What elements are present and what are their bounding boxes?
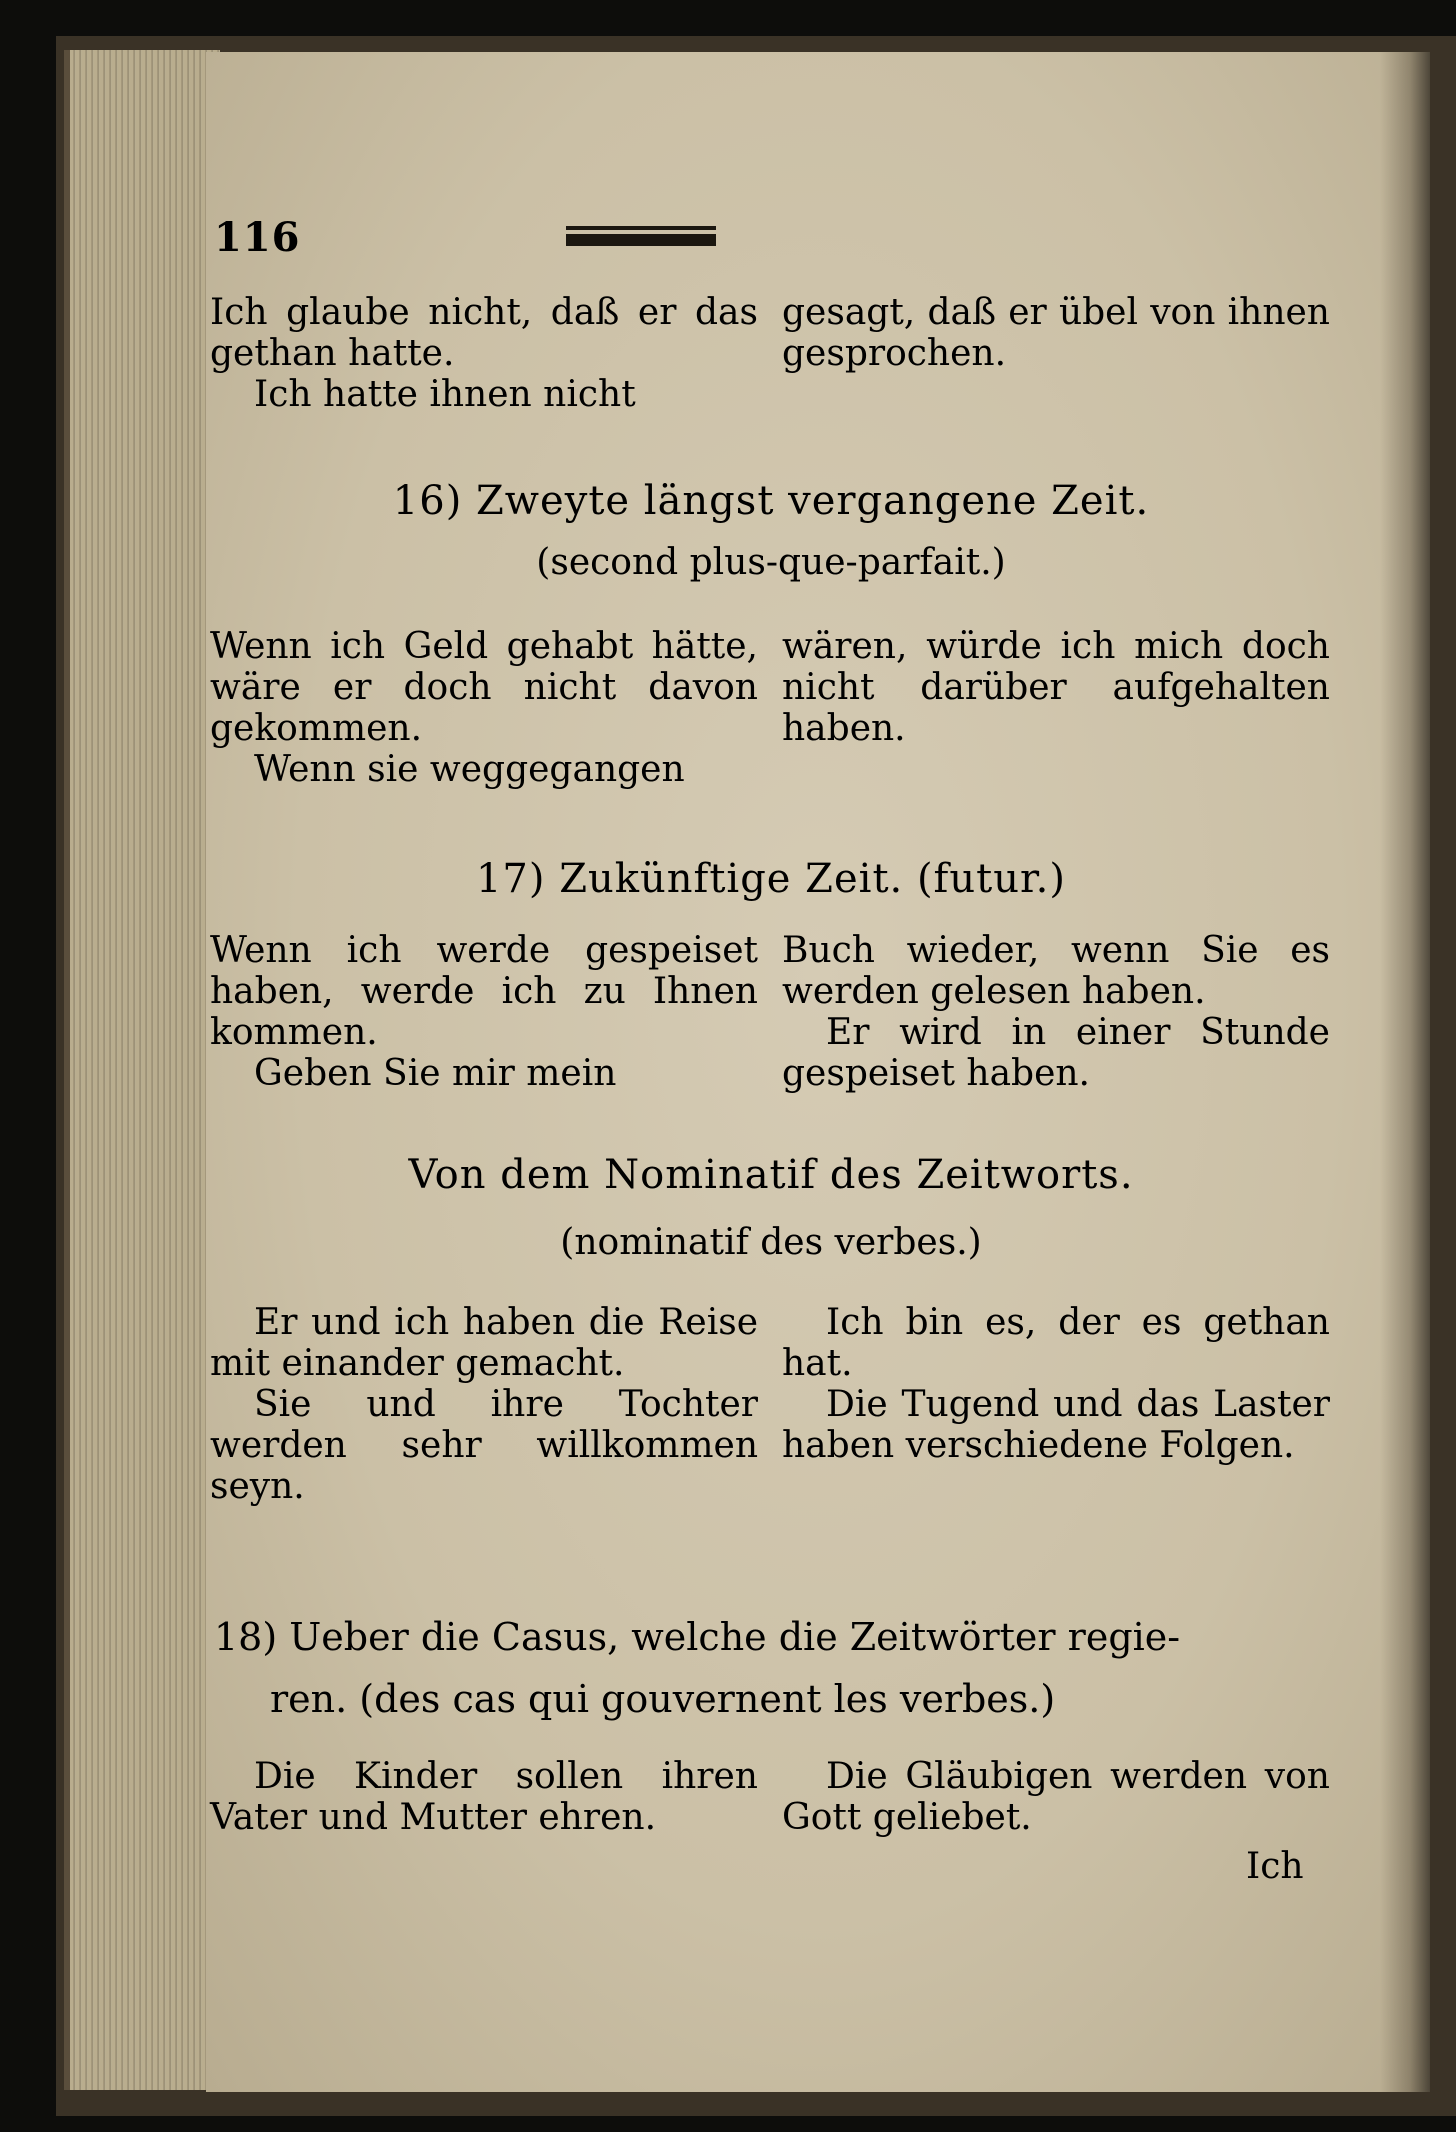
section-heading-nominatif: Von dem Nominatif des Zeitworts. [408,1152,1134,1198]
paragraph: Wenn ich werde gespeiset haben, werde ich zu Ihnen kommen. [210,930,758,1053]
section-nominatif-body [210,1302,1330,1507]
left-column [210,626,758,790]
right-column [782,292,1330,415]
section-subheading-16: (second plus-que-parfait.) [536,542,1006,583]
paragraph: Ich bin es, der es gethan hat. [782,1302,1330,1384]
heading-line: ren. (des cas qui gouvernent les verbes.) [270,1677,1056,1721]
right-column [782,930,1330,1094]
paragraph: Geben Sie mir mein [254,1053,617,1094]
right-column [782,1756,1330,1838]
left-column [210,292,758,415]
section-16-body [210,626,1330,790]
left-column [210,1756,758,1838]
paragraph: Er wird in einer Stunde gespeiset haben. [782,1012,1330,1094]
paragraph: Wenn sie weggegangen [254,749,685,790]
paragraph: Die Tugend und das Laster haben verschiedene Folgen. [782,1384,1330,1466]
page-number: 116 [214,214,301,261]
section-heading-16: 16) Zweyte längst vergangene Zeit. [392,478,1150,524]
paragraph: Er und ich haben die Reise mit einander gemacht. [210,1302,758,1384]
page-edges [64,50,220,2090]
paragraph: gesagt, daß er übel von ihnen gesprochen. [782,292,1330,374]
paragraph: Die Kinder sollen ihren Vater und Mutter ehren. [210,1756,758,1838]
gutter-shadow [1380,52,1430,2092]
paragraph: Wenn ich Geld gehabt hätte, wäre er doch nicht davon gekommen. [210,626,758,749]
header-rule [566,226,716,246]
paragraph: Sie und ihre Tochter werden sehr willkommen seyn. [210,1384,758,1507]
section-top [210,292,1330,415]
paragraph: Buch wieder, wenn Sie es werden gelesen haben. [782,930,1330,1012]
section-subheading-nominatif: (nominatif des verbes.) [560,1222,982,1263]
right-column [782,626,1330,790]
section-heading-17: 17) Zukünftige Zeit. (futur.) [475,856,1066,902]
paragraph: Ich glaube nicht, daß er das gethan hatte. [210,292,758,374]
section-18-body [210,1756,1330,1838]
section-17-body [210,930,1330,1094]
catchword: Ich [1246,1846,1304,1887]
section-heading-18 [214,1606,1334,1730]
right-column [782,1302,1330,1507]
heading-line: 18) Ueber die Casus, welche die Zeitwörter regie- [214,1615,1181,1659]
paragraph: Die Gläubigen werden von Gott geliebet. [782,1756,1330,1838]
paragraph: Ich hatte ihnen nicht [254,374,636,415]
paragraph: wären, würde ich mich doch nicht darüber aufgehalten haben. [782,626,1330,749]
left-column [210,930,758,1094]
left-column [210,1302,758,1507]
